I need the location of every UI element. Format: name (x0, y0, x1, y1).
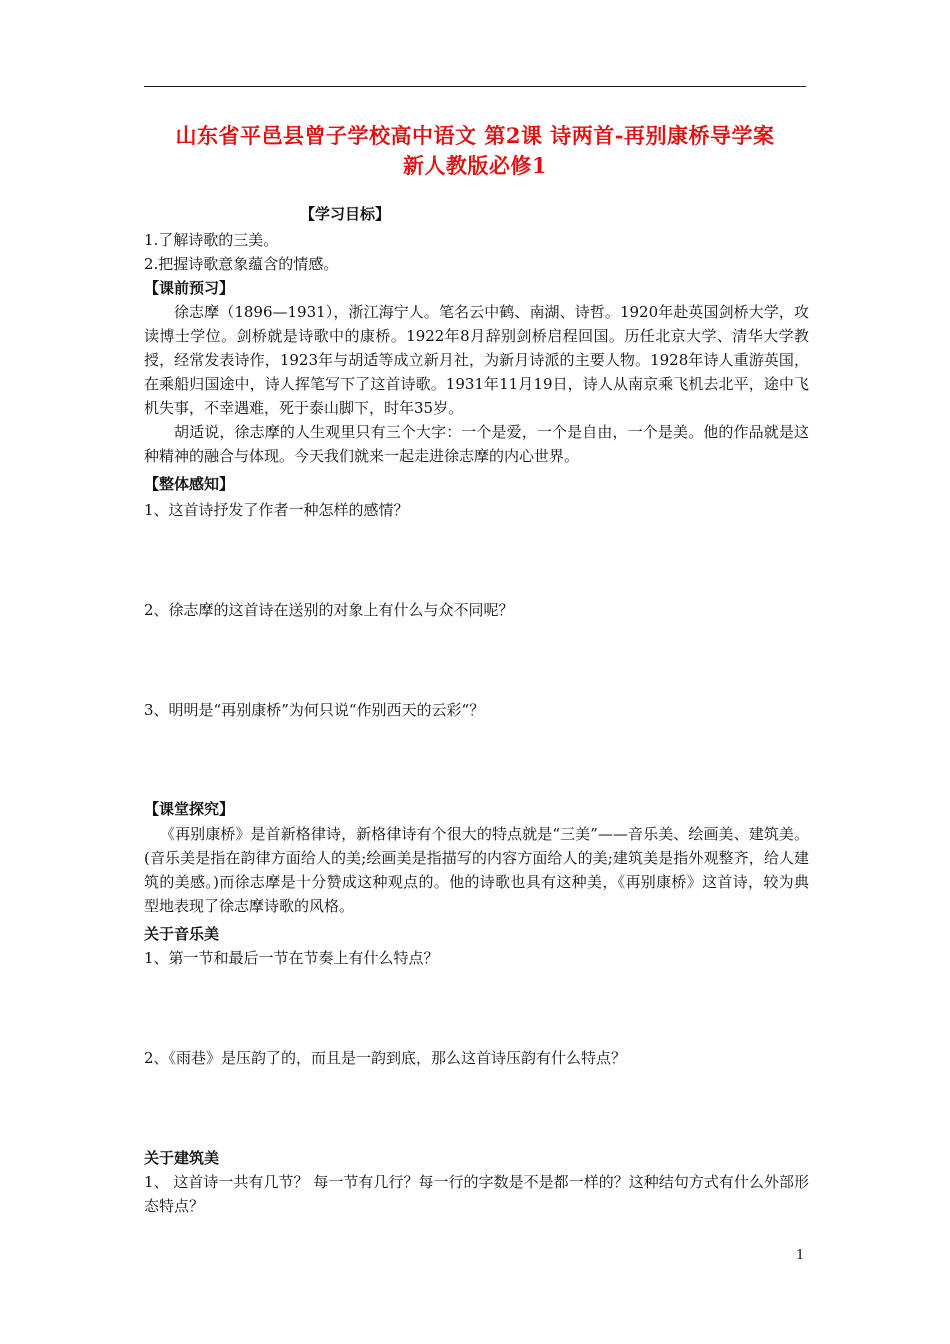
music-heading: 关于音乐美 (144, 925, 220, 943)
doc-title-line2: 新人教版必修1 (402, 153, 548, 178)
overall-question-2: 2、徐志摩的这首诗在送别的对象上有什么与众不同呢？ (144, 601, 514, 619)
doc-title-line1: 山东省平邑县曾子学校高中语文 第2课 诗两首-再别康桥导学案 (175, 123, 775, 148)
preview-paragraph-1: 徐志摩（1896—1931），浙江海宁人。笔名云中鹤、南湖、诗哲。1920年赴英国剑桥大学，攻读博士学位。剑桥就是诗歌中的康桥。1922年8月辞别剑桥启程回国。历任北京大学、清华大学教授，经常发表诗作，1923年与胡适等成立新月社，为新月诗派的主要人物。1928年诗人重游英国，在乘船归国途中，诗人挥笔写下了这首诗歌。1931年11月19日，诗人从南京乘飞机去北平，途中飞机失事，不幸遇难，死于泰山脚下，时年35岁。 (144, 303, 809, 417)
goal-item-2: 2.把握诗歌意象蕴含的情感。 (144, 255, 339, 273)
music-question-2: 2、《雨巷》是压韵了的，而且是一韵到底，那么这首诗压韵有什么特点？ (144, 1049, 627, 1067)
music-question-1: 1、第一节和最后一节在节奏上有什么特点？ (144, 949, 439, 967)
goals-heading: 【学习目标】 (300, 205, 391, 223)
preview-section (144, 300, 809, 468)
explore-section (144, 822, 809, 918)
explore-heading: 【课堂探究】 (144, 800, 235, 818)
preview-heading: 【课前预习】 (144, 279, 235, 297)
overall-question-1: 1、这首诗抒发了作者一种怎样的感情？ (144, 501, 409, 519)
architecture-question-text: 1、 这首诗一共有几节？ 每一节有几行？每一行的字数是不是都一样的？这种结句方式有什么外部形态特点？ (144, 1173, 809, 1215)
architecture-question-1 (144, 1170, 809, 1218)
preview-paragraph-2: 胡适说，徐志摩的人生观里只有三个大字：一个是爱，一个是自由，一个是美。他的作品就是这种精神的融合与体现。今天我们就来一起走进徐志摩的内心世界。 (144, 423, 809, 465)
header-rule (144, 86, 806, 87)
explore-paragraph: 《再别康桥》是首新格律诗，新格律诗有个很大的特点就是“三美”——音乐美、绘画美、建筑美。(音乐美是指在韵律方面给人的美;绘画美是指描写的内容方面给人的美;建筑美是指外观整齐，给人建筑的美感。)而徐志摩是十分赞成这种观点的。他的诗歌也具有这种美，《再别康桥》这首诗，较为典型地表现了徐志摩诗歌的风格。 (144, 825, 809, 915)
overall-question-3: 3、明明是“再别康桥”为何只说“作别西天的云彩“？ (144, 701, 485, 719)
page-number: 1 (796, 1248, 805, 1263)
architecture-heading: 关于建筑美 (144, 1149, 220, 1167)
overall-heading: 【整体感知】 (144, 475, 235, 493)
goal-item-1: 1.了解诗歌的三美。 (144, 231, 279, 249)
